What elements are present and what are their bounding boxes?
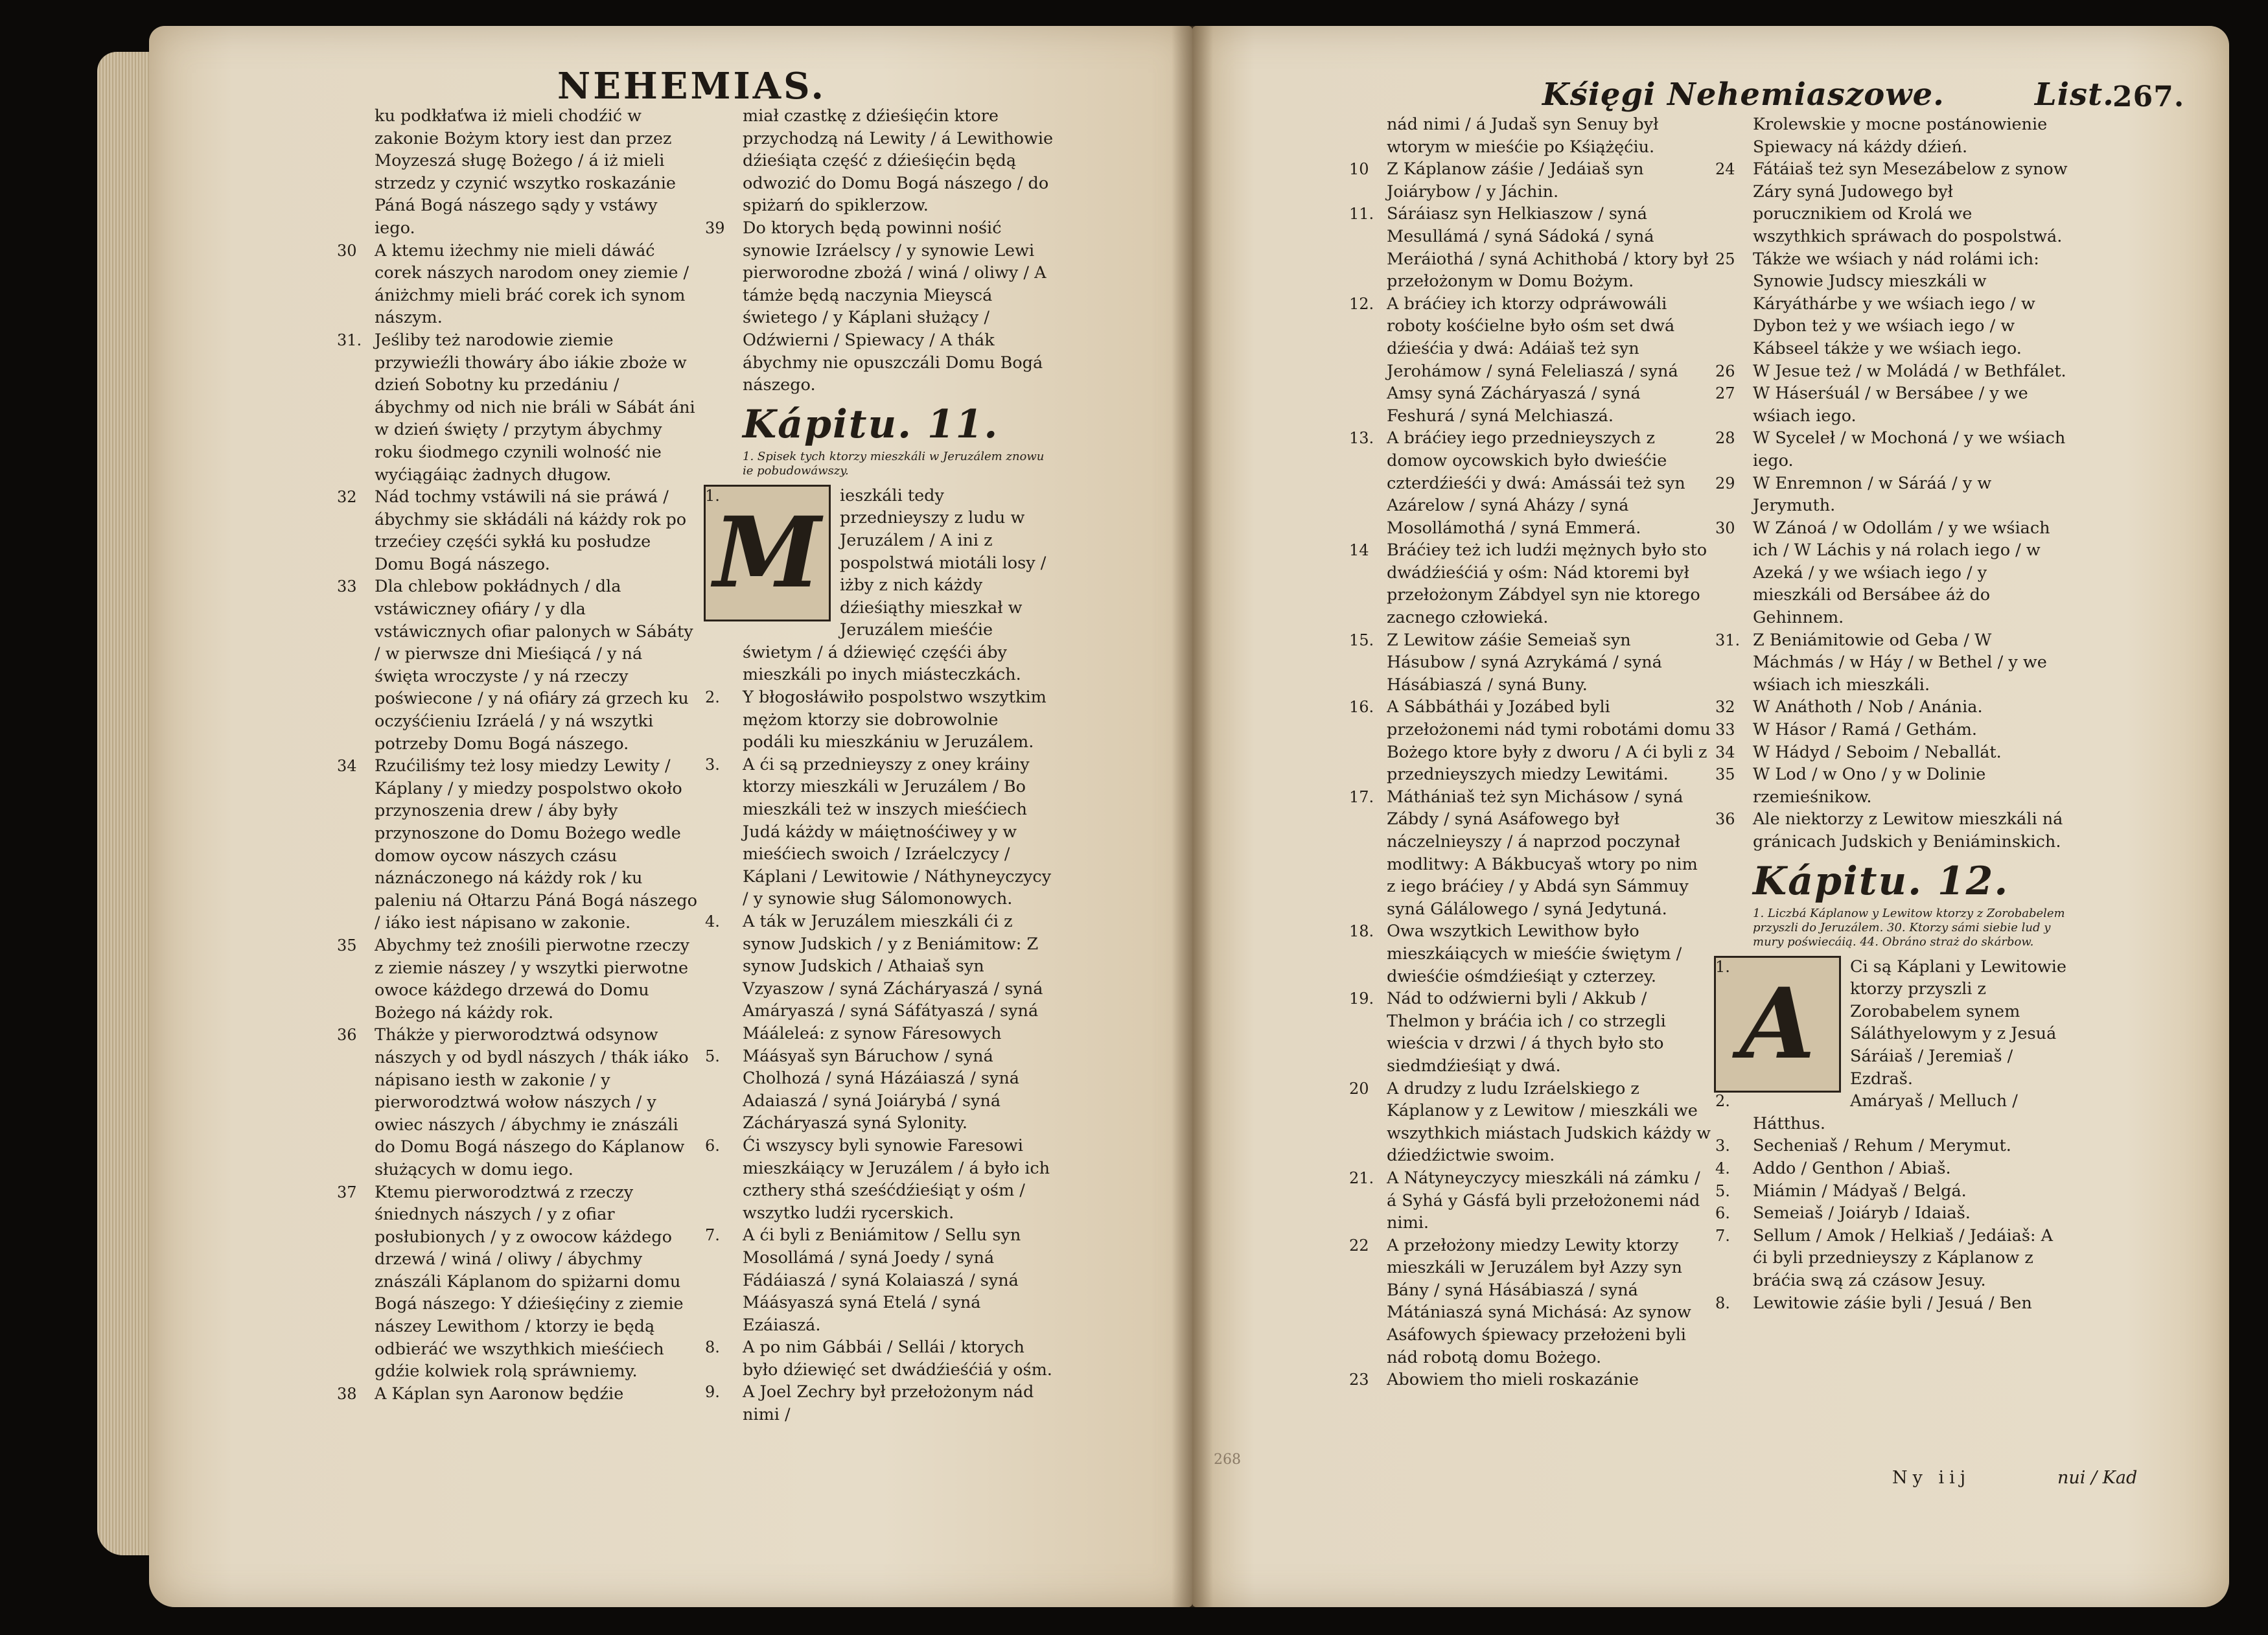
verse xyxy=(1715,517,2070,629)
verse xyxy=(1349,1369,1711,1391)
verse xyxy=(337,240,699,329)
verse-number: 7. xyxy=(705,1226,720,1245)
verse-number: 5. xyxy=(1715,1181,1730,1200)
verse-number: 20 xyxy=(1349,1079,1369,1098)
verse-text: W Hásor / Ramá / Gethám. xyxy=(1753,720,1977,740)
verse-text: Ci są Káplani y Lewitowie ktorzy przyszli z Zorobabelem synem Sáláthyelowym y z Jesuá Sáráiaš / Jeremiaš / Ezdraš. xyxy=(1850,957,2066,1089)
verse xyxy=(1349,1235,1711,1369)
verse xyxy=(1715,472,2070,517)
verse-text: Tákże we wśiach y nád rolámi ich: Synowie Judscy mieszkáli w Káryáthárbe y we wśiach iego / w Dybon też y we wśiach iego / w Kábseel tákże y we wśiach iego. xyxy=(1753,249,2039,358)
left-column-2-bottom xyxy=(705,485,1054,1426)
verse-number: 8. xyxy=(705,1338,720,1357)
verse-text: Máthániaš też syn Michásow / syná Zábdy / syná Asáfowego był náczelnieyszy / á naprzod poczynał modlitwy: A Bákbucyaš wtory po nim z iego bráćiey / y Abdá syn Sámmuy syná Gálálowego / syná Jedytuná. xyxy=(1387,787,1698,919)
right-page xyxy=(1192,26,2229,1607)
verse-number: 26 xyxy=(1715,362,1735,380)
verse-text: Abowiem tho mieli roskazánie xyxy=(1387,1370,1639,1390)
verse-text: Owa wszytkich Lewithow było mieszkáiących w mieśćie świętym / dwieśćie ośmdźieśiąt y czterzey. xyxy=(1387,922,1682,986)
verse xyxy=(705,754,1054,910)
verse-number: 38 xyxy=(337,1384,357,1403)
verse-text: Sáráiasz syn Helkiaszow / syná Mesullámá / syná Sádoká / syná Meráiothá / syná Achithobá / ktory był przełożonym w Domu Bożym. xyxy=(1387,204,1709,292)
verse-text: Z Lewitow záśie Semeiaš syn Hásubow / syná Azrykámá / syná Hásábiaszá / syná Buny. xyxy=(1387,630,1662,695)
verse-number: 1. xyxy=(1715,957,1730,976)
gutter xyxy=(1172,26,1213,1607)
verse-text: A przełożony miedzy Lewity ktorzy mieszkáli w Jeruzálem był Azzy syn Bány / syná Hásábiaszá / syná Mátániaszá syná Michásá: Az synow Asáfowych śpiewacy przełożeni byli nád robotą domu Bożego. xyxy=(1387,1235,1691,1367)
verse-number: 13. xyxy=(1349,429,1374,448)
verse-number: 15. xyxy=(1349,631,1374,649)
verse xyxy=(1715,248,2070,360)
verse xyxy=(337,329,699,486)
pencil-annotation: 268 xyxy=(1214,1452,1241,1468)
verse xyxy=(1715,1292,2070,1315)
verse xyxy=(1349,158,1711,203)
verse xyxy=(1349,988,1711,1077)
verse-text: ku podkłaťwa iż mieli chodźić w zakonie Bożym ktory iest dan przez Moyzeszá sługę Bożego / á iż mieli strzedz y czynić wszytko roskazánie Páná Bogá nászego sądy y vstáwy iego. xyxy=(375,106,677,238)
verse-text: A Sábbáthái y Jozábed byli przełożonemi nád tymi robotámi domu Bożego ktore były z dworu / A ći byli z przednieyszych miedzy Lewitámi. xyxy=(1387,697,1711,785)
verse-number: 8. xyxy=(1715,1293,1730,1312)
verse-text: Bráćiey też ich ludźi mężnych było sto dwádźieśćiá y ośm: Nád ktoremi był przełożonym Zábdyel syn nie ktorego zacnego człowieká. xyxy=(1387,540,1707,628)
dropcap-m: M xyxy=(704,485,831,621)
verse-number: 3. xyxy=(1715,1137,1730,1155)
verse xyxy=(1715,763,2070,808)
verse xyxy=(705,1045,1054,1135)
verse-text: W Syceleł / w Mochoná / y we wśiach iego. xyxy=(1753,428,2066,470)
verse xyxy=(705,1336,1054,1381)
verse-text: Dla chlebow pokłádnych / dla vstáwiczney ofiáry / y dla vstáwicznych ofiar palonych w Sábáty / w pierwsze dni Mieśiącá / y ná święta wroczyste / y ná rzeczy poświecone / y ná ofiáry zá grzech ku oczyśćieniu Izráelá / y ná wszytki potrzeby Domu Bogá nászego. xyxy=(375,577,693,754)
verse-text: Fátáiaš też syn Mesezábelow z synow Záry syná Judowego był porucznikiem od Krolá we wszythkich spráwach do pospolstwá. xyxy=(1753,159,2068,246)
verse-text: Addo / Genthon / Abiaš. xyxy=(1753,1158,1951,1178)
verse xyxy=(705,485,1054,686)
verse-number: 32 xyxy=(1715,698,1735,717)
verse xyxy=(1715,696,2070,719)
left-column-1 xyxy=(337,105,699,1405)
verse-number: 22 xyxy=(1349,1236,1369,1255)
verse-text: Semeiaš / Joiáryb / Idaiaš. xyxy=(1753,1203,1971,1223)
verse xyxy=(1715,808,2070,853)
verse xyxy=(1387,113,1711,158)
verse-text: Thákże y pierworodztwá odsynow nászych y od bydl nászych / thák iáko nápisano iesth w zakonie / y pierworodztwá wołow nászych / y owiec nászych / ábychmy ie znászáli do Domu Bogá nászego do Káplanow służących w domu iego. xyxy=(375,1025,689,1179)
verse xyxy=(1349,629,1711,697)
verse-number: 21. xyxy=(1349,1168,1374,1187)
left-column-2-top xyxy=(705,105,1054,397)
verse-text: ieszkáli tedy przednieyszy z ludu w Jeruzálem / A ini z pospolstwá miotáli losy / iżby z nich káżdy dźieśiąthy mieszkał w Jeruzálem mieśćie świetym / á dźiewięć częśći áby mieszkáli po inych miásteczkách. xyxy=(743,485,1047,685)
verse xyxy=(1349,293,1711,428)
verse-number: 32 xyxy=(337,488,357,507)
verse-number: 33 xyxy=(1715,721,1735,739)
verse-number: 33 xyxy=(337,577,357,596)
dropcap-a: A xyxy=(1714,956,1841,1093)
right-column-1 xyxy=(1349,113,1711,1391)
verse-text: Ale niektorzy z Lewitow mieszkáli ná gránicach Judskich y Beniáminskich. xyxy=(1753,809,2063,852)
verse-number: 17. xyxy=(1349,787,1374,806)
verse xyxy=(1349,696,1711,785)
verse xyxy=(1715,158,2070,248)
verse-number: 11. xyxy=(1349,205,1374,224)
verse xyxy=(705,910,1054,1045)
verse xyxy=(1349,920,1711,988)
verse-number: 36 xyxy=(1715,810,1735,829)
verse-text: A drudzy z ludu Izráelskiego z Káplanow y z Lewitow / mieszkáli we wszythkich miástach Judskich káżdy w dźiedźictwie swoim. xyxy=(1387,1078,1711,1166)
verse-number: 12. xyxy=(1349,294,1374,313)
verse-text: A Káplan syn Aaronow będźie xyxy=(375,1384,624,1404)
verse-text: A ták w Jeruzálem mieszkáli ći z synow Judskich / y z Beniámitow: Z synow Judskich / Athaiaš syn Vzyaszow / syná Zácháryaszá / syná Amáryaszá / syná Sáfátyaszá / syná Mááleleá: z synow Fáresowych xyxy=(743,912,1043,1043)
verse-number: 5. xyxy=(705,1047,720,1065)
verse xyxy=(1715,719,2070,741)
verse-number: 14 xyxy=(1349,541,1369,560)
verse-number: 30 xyxy=(1715,518,1735,537)
left-column-2 xyxy=(705,105,1054,1426)
verse-number: 34 xyxy=(337,757,357,776)
verse-number: 9. xyxy=(705,1383,720,1402)
verse-number: 7. xyxy=(1715,1226,1730,1245)
verse-text: Jeśliby też narodowie ziemie przywieźli thowáry ábo iákie zboże w dzień Sobotny ku przedániu / ábychmy od nich nie bráli w Sábát áni w dzień święty / przytym ábychmy roku śiodmego czynili wolność nie wyćiągáiąc żadnych długow. xyxy=(375,330,695,485)
verse-text: Z Káplanow záśie / Jedáiaš syn Joiárybow / y Jáchin. xyxy=(1387,159,1644,202)
verse-text: Miámin / Mádyaš / Belgá. xyxy=(1753,1181,1967,1201)
verse-number: 2. xyxy=(1715,1092,1730,1111)
verse-number: 6. xyxy=(1715,1204,1730,1223)
verse-number: 25 xyxy=(1715,249,1735,268)
verse-text: A ktemu iżechmy nie mieli dáwáć corek nászych narodom oney ziemie / ániżchmy mieli bráć corek ich synom nászym. xyxy=(375,240,689,328)
verse-text: Ći wszyscy byli synowie Faresowi mieszkáiący w Jeruzálem / á było ich czthery sthá sześćdźieśiąt y ośm / wszytko ludźi rycerskich. xyxy=(743,1135,1050,1223)
verse-text: nád nimi / á Judaš syn Senuy był wtorym w mieśćie po Kśiążęćiu. xyxy=(1387,115,1659,157)
chapter-11-summary: 1. Spisek tych ktorzy mieszkáli w Jeruzálem znowu ie pobudowáwszy. xyxy=(743,449,1045,478)
verse xyxy=(705,686,1054,754)
verse-text: Y błogosłáwiło pospolstwo wszytkim mężom ktorzy sie dobrowolnie podáli ku mieszkániu w Jeruzálem. xyxy=(743,688,1047,752)
verse xyxy=(1715,1225,2070,1292)
verse-text: W Zánoá / w Odollám / y we wśiach ich / W Láchis y ná rolach iego / w Azeká / y we wśiach iego / y mieszkáli od Bersábee áż do Gehinnem. xyxy=(1753,518,2050,628)
verse-number: 34 xyxy=(1715,743,1735,761)
verse xyxy=(1715,382,2070,427)
verse-text: Do ktorych będą powinni nośić synowie Izráelscy / y synowie Lewi pierworodne zbożá / winá / oliwy / A támże będą naczynia Mieyscá świetego / y Káplani służący / Odźwierni / Spiewacy / A thák ábychmy nie opuszczáli Domu Bogá nászego. xyxy=(743,218,1047,395)
verse-text: Rzućiliśmy też losy miedzy Lewity / Káplany / y miedzy pospolstwo około przynoszenia drew / áby były przynoszone do Domu Bożego wedle domow oycow nászych czásu náznáczonego ná káżdy rok / ku paleniu ná Ołtarzu Páná Bogá nászego / iáko iest nápisano w zakonie. xyxy=(375,756,697,933)
right-column-2 xyxy=(1715,113,2070,1314)
verse xyxy=(1349,203,1711,292)
verse-number: 31. xyxy=(337,330,362,349)
verse xyxy=(337,486,699,575)
verse-text: W Jesue też / w Moládá / w Bethfálet. xyxy=(1753,361,2066,381)
verse-text: Nád to odźwierni byli / Akkub / Thelmon y bráćia ich / co strzegli wieścia v drzwi / á thych było sto siedmdźieśiąt y dwá. xyxy=(1387,989,1666,1076)
verse-text: A po nim Gábbái / Sellái / ktorych było dźiewięć set dwádźieśćiá y ośm. xyxy=(743,1338,1052,1380)
chapter-12-heading: Kápitu. 12. xyxy=(1753,858,2009,904)
signature-mark: Ny iij xyxy=(1892,1468,1971,1488)
verse xyxy=(1715,427,2070,472)
verse-text: Lewitowie záśie byli / Jesuá / Ben xyxy=(1753,1293,2032,1313)
verse-text: Nád tochmy vstáwili ná sie práwá / ábychmy sie skłádáli ná káżdy rok po trzećiey częśći sykłá ku posłudze Domu Bogá nászego. xyxy=(375,487,687,574)
verse-text: A Joel Zechry był przełożonym nád nimi / xyxy=(743,1382,1034,1425)
verse xyxy=(1715,741,2070,764)
verse xyxy=(705,1224,1054,1336)
verse xyxy=(1715,1135,2070,1157)
verse-text: W Anáthoth / Nob / Anánia. xyxy=(1753,697,1983,717)
verse-text: A bráćiey ich ktorzy odpráwowáli roboty kośćielne było ośm set dwá dźieśćia y dwá: Adáiaš też syn Jerohámow / syná Feleliaszá / syná Amsy syná Zácháryaszá / syná Feshurá / syná Melchiaszá. xyxy=(1387,294,1678,426)
chapter-11-heading: Kápitu. 11. xyxy=(743,401,999,447)
verse xyxy=(1349,1078,1711,1167)
right-running-head: Kśięgi Nehemiaszowe. xyxy=(1542,76,1945,113)
verse-text: W Háserśuál / w Bersábee / y we wśiach iego. xyxy=(1753,384,2028,426)
verse xyxy=(743,105,1054,217)
verse-number: 10 xyxy=(1349,160,1369,179)
verse-number: 39 xyxy=(705,218,725,237)
left-running-head: NEHEMIAS. xyxy=(557,65,827,108)
verse-number: 3. xyxy=(705,755,720,774)
verse xyxy=(337,755,699,934)
right-column-2-bottom xyxy=(1715,956,2070,1315)
verse xyxy=(1715,360,2070,383)
verse-number: 30 xyxy=(337,241,357,260)
verse-text: A ći byli z Beniámitow / Sellu syn Mosollámá / syná Joedy / syná Fádáiaszá / syná Kolaiaszá / syná Máásyaszá syná Etelá / syná Ezáiaszá. xyxy=(743,1225,1021,1335)
verse xyxy=(1715,1090,2070,1135)
verse xyxy=(1715,629,2070,697)
verse-text: A bráćiey iego przednieyszych z domow oycowskich było dwieśćie czterdźieśći y dwá: Amássái też syn Azárelow / syná Aházy / syná Mosollámothá / syná Emmerá. xyxy=(1387,428,1685,538)
verse-text: Krolewskie y mocne postánowienie Spiewacy ná káżdy dźień. xyxy=(1753,115,2048,157)
verse-number: 4. xyxy=(1715,1159,1730,1177)
verse xyxy=(337,575,699,755)
verse xyxy=(1715,1180,2070,1203)
verse xyxy=(1715,956,2070,1091)
verse-number: 1. xyxy=(705,486,720,505)
verse-text: Máásyaš syn Báruchow / syná Cholhozá / syná Házáiaszá / syná Adaiaszá / syná Joiárybá / syná Zácháryaszá syná Sylonity. xyxy=(743,1046,1019,1133)
verse xyxy=(1349,427,1711,539)
verse xyxy=(337,934,699,1024)
verse-text: W Lod / w Ono / y w Dolinie rzemieśnikow. xyxy=(1753,765,1986,807)
verse xyxy=(705,1381,1054,1426)
verse xyxy=(337,1383,699,1406)
verse xyxy=(1349,1167,1711,1235)
verse xyxy=(337,1181,699,1383)
verse xyxy=(1753,113,2070,158)
verse-number: 24 xyxy=(1715,160,1735,179)
verse-text: A Nátyneyczycy mieszkáli ná zámku / á Syhá y Gásfá byli przełożonemi nád nimi. xyxy=(1387,1168,1700,1233)
chapter-12-summary: 1. Liczbá Káplanow y Lewitow ktorzy z Zorobabelem przyszli do Jeruzálem. 30. Ktorzy sámi siebie lud y mury poświecáią. 44. Obráno straż do skárbow. xyxy=(1753,906,2065,949)
verse-text: Amáryaš / Melluch / Hátthus. xyxy=(1753,1091,2018,1133)
verse-text: A ći są przednieyszy z oney kráiny ktorzy mieszkáli w Jeruzálem / Bo mieszkáli też w inszych mieśćiech Judá káżdy w máiętnośćiwey y w mieśćiech swoich / Izráelczycy / Káplani / Lewitowie / Náthyneyczycy / y synowie sług Sálomonowych. xyxy=(743,754,1052,909)
verse-number: 19. xyxy=(1349,990,1374,1008)
catchword: nui / Kad xyxy=(2057,1468,2138,1488)
verse-number: 29 xyxy=(1715,474,1735,493)
verse-text: Ktemu pierworodztwá z rzeczy śniednych nászych / y z ofiar posłubionych / y z owocow káżdego drzewá / winá / oliwy / ábychmy znászáli Káplanom do spiżarni domu Bogá nászego: Y dźieśięćiny z ziemie nászey Lewithom / ktorzy ie będą odbieráć we wszythkich mieśćiech gdźie kolwiek rolą spráwniemy. xyxy=(375,1182,684,1382)
folio-label: List. xyxy=(2035,76,2114,113)
verse-text: miał czastkę z dźieśięćin ktore przychodzą ná Lewity / á Lewithowie dźieśiąta część z dźieśięćin będą odwozić do Domu Bogá nászego / do spiżarń do spiklerzow. xyxy=(743,106,1054,216)
verse-text: Secheniaš / Rehum / Merymut. xyxy=(1753,1136,2011,1156)
verse-number: 31. xyxy=(1715,631,1741,649)
right-column-2-top xyxy=(1715,113,2070,853)
verse xyxy=(1349,539,1711,629)
verse-text: W Hádyd / Seboim / Neballát. xyxy=(1753,742,2002,762)
verse-number: 27 xyxy=(1715,384,1735,403)
verse-number: 23 xyxy=(1349,1371,1369,1389)
verse-text: Abychmy też znośili pierwotne rzeczy z ziemie nászey / y wszytki pierwotne owoce káżdego drzewá do Domu Bożego ná káżdy rok. xyxy=(375,935,689,1023)
verse-number: 35 xyxy=(1715,765,1735,784)
verse-number: 16. xyxy=(1349,698,1374,717)
verse-number: 36 xyxy=(337,1026,357,1045)
verse xyxy=(705,217,1054,397)
verse-text: Z Beniámitowie od Geba / W Máchmás / w Háy / w Bethel / y we wśiach ich mieszkáli. xyxy=(1753,630,2047,695)
verse-number: 28 xyxy=(1715,429,1735,448)
verse xyxy=(375,105,699,240)
verse-number: 4. xyxy=(705,912,720,931)
verse-number: 2. xyxy=(705,688,720,707)
verse-text: Sellum / Amok / Helkiaš / Jedáiaš: A ći byli przednieyszy z Káplanow z bráćia swą zá czásow Jesuy. xyxy=(1753,1225,2054,1290)
verse xyxy=(1715,1202,2070,1225)
verse xyxy=(1715,1157,2070,1180)
verse xyxy=(1349,786,1711,921)
verse-text: W Enremnon / w Sáráá / y w Jerymuth. xyxy=(1753,473,1992,516)
folio-number: 267. xyxy=(2112,80,2185,113)
verse-number: 37 xyxy=(337,1183,357,1201)
verse xyxy=(705,1135,1054,1224)
verse-number: 6. xyxy=(705,1136,720,1155)
verse xyxy=(337,1024,699,1181)
verse-number: 35 xyxy=(337,936,357,955)
verse-number: 18. xyxy=(1349,922,1374,941)
